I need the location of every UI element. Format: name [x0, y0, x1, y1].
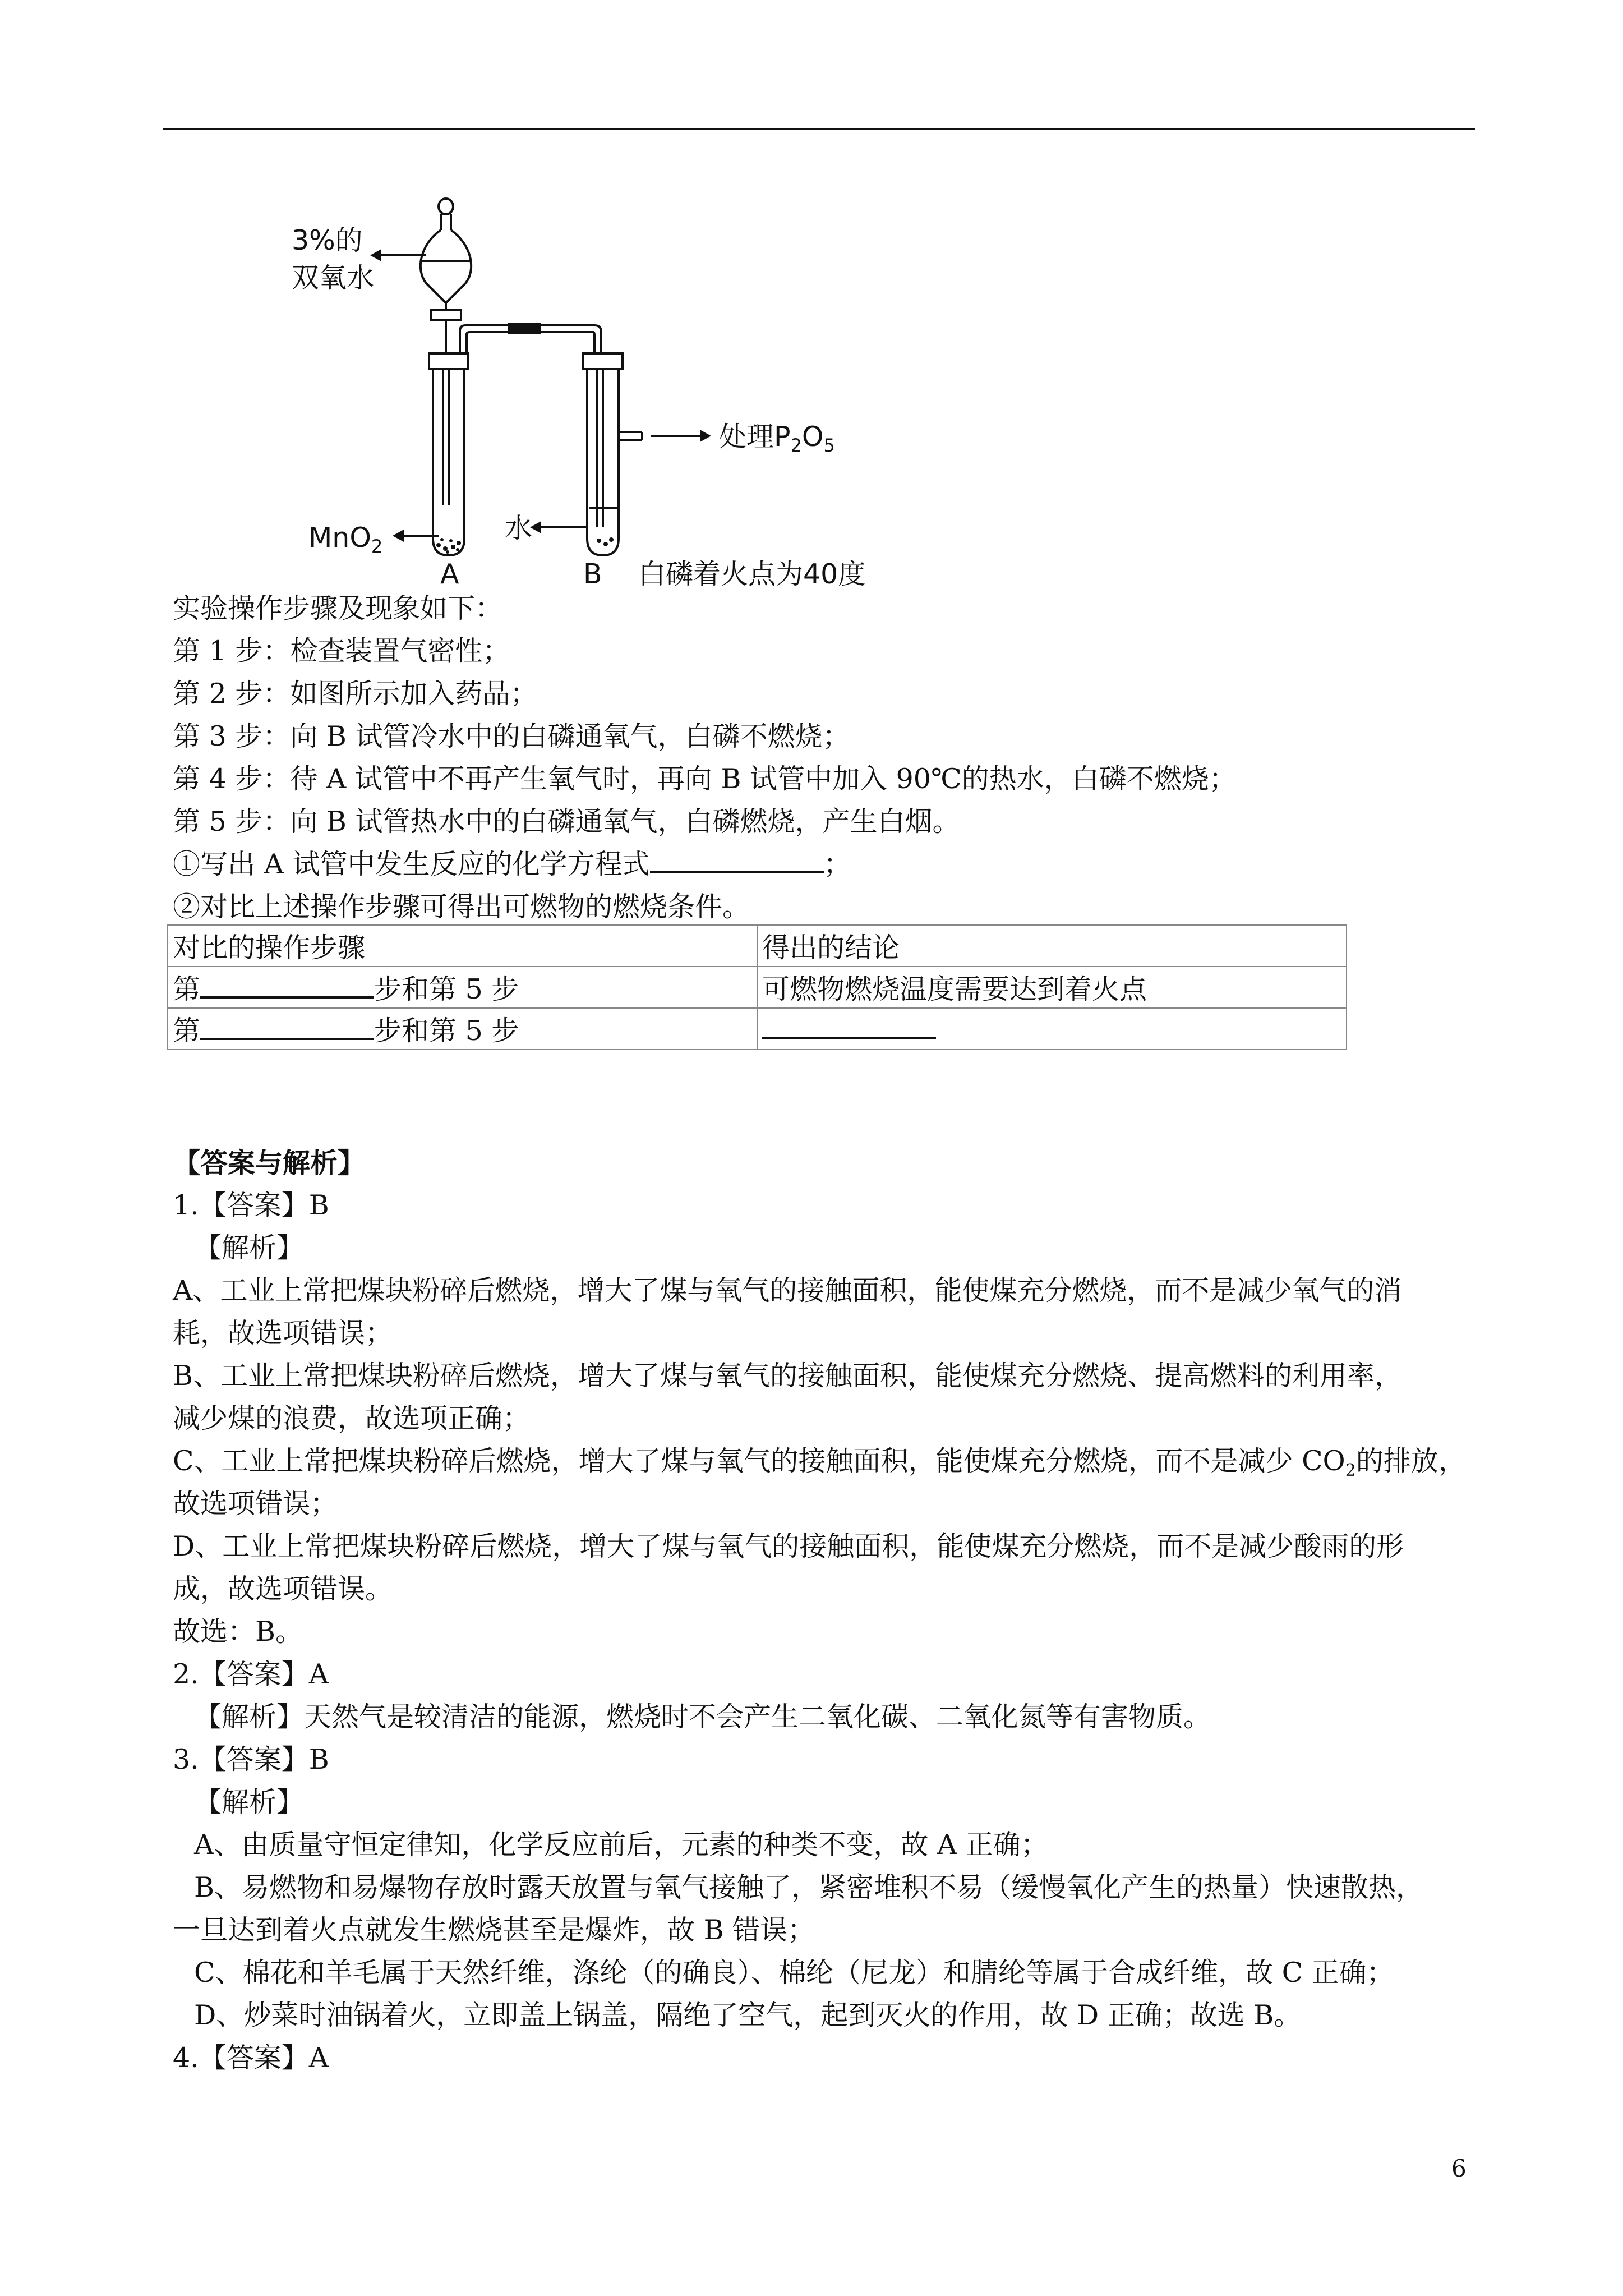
arrowhead-mno2 [393, 530, 404, 542]
answer-3-b-1: B、易燃物和易爆物存放时露天放置与氧气接触了，紧密堆积不易（缓慢氧化产生的热量）快速散热， [194, 1871, 1424, 1903]
page-number: 6 [1451, 2155, 1467, 2182]
answer-1-analysis-label: 【解析】 [194, 1232, 305, 1264]
question-1 [173, 843, 851, 886]
answer-3-b-2: 一旦达到着火点就发生燃烧甚至是爆炸，故 B 错误； [173, 1914, 815, 1946]
label-peroxide-2: 双氧水 [292, 262, 375, 294]
arrowhead-p2o5 [700, 430, 711, 442]
answer-1-a-1: A、工业上常把煤块粉碎后燃烧，增大了煤与氧气的接触面积，能使煤充分燃烧，而不是减少氧气的消 [173, 1274, 1402, 1306]
white-phosphorus-particles [597, 537, 614, 546]
step-3: 第 3 步：向 B 试管冷水中的白磷通氧气，白磷不燃烧； [173, 720, 850, 752]
table-row [168, 1008, 1347, 1050]
label-p2o5: 处理$P_2O_5$ [719, 421, 835, 456]
label-water: 水 [505, 512, 533, 544]
label-mno2: MnO$_2$ [308, 522, 383, 557]
header-steps: 对比的操作步骤 [168, 925, 757, 967]
answer-blank-conclusion[interactable] [762, 1011, 936, 1039]
answer-1-d-1: D、工业上常把煤块粉碎后燃烧，增大了煤与氧气的接触面积，能使煤充分燃烧，而不是减少酸雨的形 [173, 1530, 1404, 1562]
step-4: 第 4 步：待 A 试管中不再产生氧气时，再向 B 试管中加入 90℃的热水，白磷不燃烧； [173, 763, 1237, 795]
answer-blank-step-1[interactable] [200, 970, 374, 999]
comparison-table [167, 924, 1347, 1050]
answer-3-analysis-label: 【解析】 [194, 1786, 305, 1818]
arrowhead-peroxide [370, 249, 381, 261]
answer-1-b-2: 减少煤的浪费，故选项正确； [173, 1402, 531, 1434]
stopper-a [429, 353, 468, 369]
answer-2: 2.【答案】A [173, 1658, 329, 1690]
question-2: ②对比上述操作步骤可得出可燃物的燃烧条件。 [173, 891, 750, 923]
header-conclusion: 得出的结论 [757, 925, 1347, 967]
table-header-row [168, 925, 1347, 967]
answer-1-choice: 故选：B。 [173, 1616, 303, 1648]
answer-3-a: A、由质量守恒定律知，化学反应前后，元素的种类不变，故 A 正确； [194, 1829, 1048, 1861]
answer-1-c-1: C、工业上常把煤块粉碎后燃烧，增大了煤与氧气的接触面积，能使煤充分燃烧，而不是减少 $CO_2$的排放， [173, 1445, 1466, 1480]
answer-1-d-2: 成，故选项错误。 [173, 1573, 393, 1605]
answer-1-a-2: 耗，故选项错误； [173, 1317, 393, 1349]
answers-heading: 【答案与解析】 [173, 1147, 366, 1179]
step-1: 第 1 步：检查装置气密性； [173, 635, 510, 667]
answer-blank-step-2[interactable] [200, 1012, 374, 1040]
apparatus-diagram [292, 191, 931, 589]
answer-3-d: D、炒菜时油锅着火，立即盖上锅盖，隔绝了空气，起到灭火的作用，故 D 正确；故选 B。 [194, 1999, 1302, 2031]
answer-4: 4.【答案】A [173, 2042, 329, 2074]
steps-intro: 实验操作步骤及现象如下： [173, 592, 503, 624]
question-1-text: ①写出 A 试管中发生反应的化学方程式 [173, 848, 650, 880]
label-white-phosphorus: 白磷着火点为40度 [638, 558, 866, 589]
mno2-particles [436, 538, 461, 554]
label-tube-a: A [440, 558, 459, 589]
row-2-conclusion [757, 1008, 1347, 1050]
row-1-steps: 第 步和第 5 步 [168, 967, 757, 1008]
funnel-stopper [439, 199, 453, 214]
answer-1: 1.【答案】B [173, 1189, 329, 1221]
label-peroxide-1: 3%的 [292, 224, 363, 256]
answer-3-c: C、棉花和羊毛属于天然纤维，涤纶（的确良）、棉纶（尼龙）和腈纶等属于合成纤维，故 C 正确； [194, 1957, 1394, 1989]
row-1-conclusion: 可燃物燃烧温度需要达到着火点 [757, 967, 1347, 1008]
answer-3: 3.【答案】B [173, 1743, 329, 1775]
side-arm [619, 432, 642, 440]
funnel-neck [441, 214, 451, 230]
funnel-stopcock [431, 310, 461, 320]
step-2: 第 2 步：如图所示加入药品； [173, 678, 538, 710]
row-2-steps: 第 步和第 5 步 [168, 1008, 757, 1050]
header-rule [163, 128, 1475, 130]
stopper-b [583, 353, 623, 369]
question-1-end: ； [823, 848, 851, 880]
answer-2-analysis: 【解析】天然气是较清洁的能源，燃烧时不会产生二氧化碳、二氧化氮等有害物质。 [194, 1701, 1211, 1733]
funnel-bulb [421, 230, 471, 303]
step-5: 第 5 步：向 B 试管热水中的白磷通氧气，白磷燃烧，产生白烟。 [173, 806, 960, 838]
label-tube-b: B [583, 558, 602, 589]
tube-connector [508, 323, 541, 334]
table-row [168, 967, 1347, 1008]
answer-blank-equation[interactable] [650, 845, 824, 873]
answer-1-b-1: B、工业上常把煤块粉碎后燃烧，增大了煤与氧气的接触面积，能使煤充分燃烧、提高燃料的利用率， [173, 1360, 1403, 1392]
answer-1-c-2: 故选项错误； [173, 1488, 338, 1520]
